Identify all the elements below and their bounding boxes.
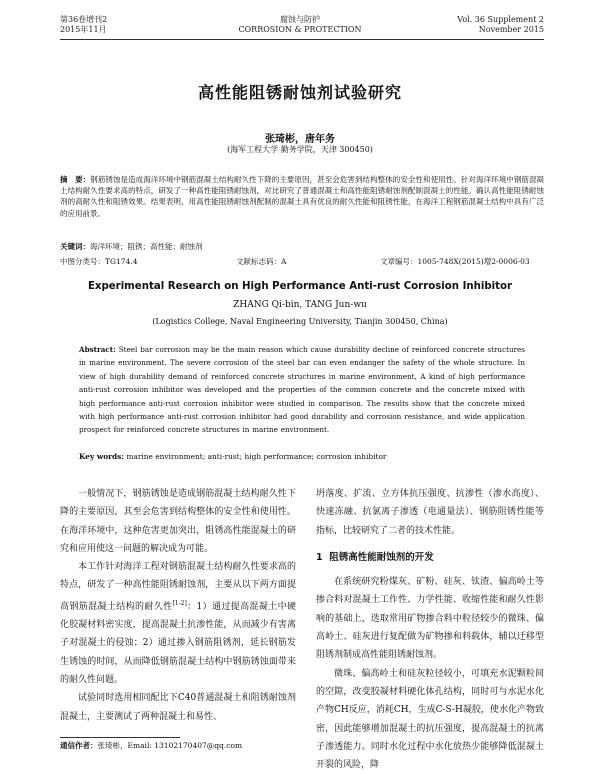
footnote-rule — [60, 737, 180, 738]
keywords-en-label: Key words: — [79, 452, 125, 461]
footnote-text: 张琦彬，Email: 13102170407@qq.com — [97, 741, 243, 750]
paper-title-cn: 高性能阻锈耐蚀剂试验研究 — [197, 83, 402, 102]
journal-name-cn: 腐蚀与防护 — [280, 15, 320, 24]
abstract-en — [79, 343, 525, 437]
section-paragraph-2: 微珠、偏高岭土和硅灰粒径较小，可填充水泥颗粒间的空隙，改变胶凝材料硬化体孔结构，同时可与水泥水化产物CH反应，消耗CH，生成C-S-H凝胶，使水化产物致密，因此能够增加混凝土的抗压强度，提高混凝土的抗离子渗透能力。同时水化过程中水化放热少能够降低混凝土开裂的风险，降 — [316, 668, 544, 771]
authors-en: ZHANG Qi-bin, TANG Jun-wu — [233, 300, 367, 310]
journal-name-en: CORROSION & PROTECTION — [238, 25, 362, 34]
footnote-label: 通信作者： — [60, 741, 98, 750]
abstract-cn-label: 摘 要： — [60, 175, 91, 184]
keywords-en-text: marine environment; anti-rust; high performance; corrosion inhibitor — [126, 452, 387, 461]
body-paragraph-2 — [60, 558, 296, 689]
volume-issue: 第36卷增刊2 — [60, 15, 108, 24]
citation-ref: [1-2] — [172, 599, 187, 607]
abstract-cn-text: 钢筋锈蚀是造成海洋环境中钢筋混凝土结构耐久性下降的主要原因，甚至会危害到结构整体的安全性和使用性。针对海洋环境中钢筋混凝土结构耐久性要求高的特点，研发了一种高性能阻锈耐蚀剂，对比研究了普通混凝土和高性能阻锈耐蚀剂配制混凝土的性能。确认高性能阻锈耐蚀剂的高耐久性和阻锈效果。结果表明，用高性能阻锈耐蚀剂配制的混凝土具有优良的耐久性能和阻锈性能，在海洋工程钢筋混凝土结构中具有广泛的应用前景。 — [60, 175, 545, 218]
keywords-cn-label: 关键词： — [60, 242, 90, 251]
footnote — [60, 740, 242, 751]
article-number: 文章编号：1005-748X(2015)增2-0006-03 — [380, 257, 530, 266]
abstract-en-text: Steel bar corrosion may be the main reason which cause durability decline of reinforced concrete structures in marine environment. The severe corrosion of the steel bar can even endanger the safety of the whole structure. In view of high durability demand of reinforced concrete structures in marine environment, A kind of high performance anti-rust corrosion inhibitor was developed and the properties of the common concrete and the concrete mixed with high performance anti-rust corrosion inhibitor were studied in comparison. The results show that the concrete mixed with high performance anti-rust corrosion inhibitor had good durability and corrosion resistance, and wide application prospect for reinforced concrete structures in marine environment. — [79, 345, 525, 435]
body-paragraph-2-text: 本工作针对海洋工程对钢筋混凝土结构耐久性要求高的特点，研发了一种高性能阻锈耐蚀剂，主要从以下两方面提高钢筋混凝土结构的耐久性 — [60, 562, 296, 612]
body-paragraph-cont: 坍落度、扩流、立方体抗压强度、抗渗性（渗水高度）、快速冻融、抗氯离子渗透（电通量法）、钢筋阻锈性能等指标，比较研究了二者的技术性能。 — [316, 489, 544, 536]
journal-volume-en — [457, 15, 544, 35]
body-paragraph-2-cont: ：1）通过提高混凝土中硬化胶凝材料密实度，提高混凝土抗渗性能，从而减少有害离子对混凝土的侵蚀；2）通过掺入钢筋阻锈剂，延长钢筋发生锈蚀的时间，从而降低钢筋混凝土结构中钢筋锈蚀面带来的耐久性问题。 — [60, 601, 296, 685]
issue-date-en: November 2015 — [478, 25, 544, 34]
authors-cn: 张琦彬，唐年务 — [265, 134, 335, 145]
clc-number: 中图分类号：TG174.4 — [60, 257, 138, 266]
abstract-en-label: Abstract: — [79, 345, 116, 354]
keywords-cn-text: 海洋环境；阻锈；高性能；耐蚀剂 — [90, 242, 203, 251]
keywords-cn — [60, 241, 544, 252]
header-rule — [60, 39, 544, 40]
section-number: 1 — [316, 551, 323, 563]
issue-date: 2015年11月 — [60, 25, 107, 34]
body-left-column — [60, 485, 296, 735]
body-paragraph-1: 一般情况下，钢筋锈蚀是造成钢筋混凝土结构耐久性下降的主要原因，其至会危害到结构整体的安全性和使用性。在海洋环境中，这种危害更加突出，阻锈高性能混凝土的研究和应用使这一问题的解决成为可能。 — [60, 489, 296, 554]
affiliation-en: (Logistics College, Naval Engineering University, Tianjin 300450, China) — [152, 317, 448, 326]
section-heading — [316, 549, 544, 567]
body-right-column — [316, 485, 544, 771]
affiliation-cn: (海军工程大学 勤务学院，天津 300450) — [227, 145, 373, 154]
volume-supplement-en: Vol. 36 Supplement 2 — [457, 15, 544, 24]
keywords-en — [79, 452, 525, 461]
document-code: 文献标志码：A — [236, 257, 287, 266]
section-paragraph-1: 在系统研究粉煤灰、矿粉、硅灰、钛渣、偏高岭土等掺合料对混凝土工作性、力学性能、收缩性能和耐久性影响的基础上，选取常用矿物掺合料中粒径较少的微珠、偏高岭土、硅灰进行复配做为矿物掺和料载体，辅以迁移型阻锈剂制成高性能阻锈耐蚀剂。 — [316, 577, 544, 661]
section-title: 阻锈高性能耐蚀剂的开发 — [329, 551, 434, 563]
body-paragraph-3: 试验同时选用相同配比下C40普通混凝土和阻锈耐蚀剂混凝土，主要测试了两种混凝土和易性、 — [60, 693, 296, 722]
abstract-cn — [60, 174, 544, 219]
paper-title-en: Experimental Research on High Performance Anti-rust Corrosion Inhibitor — [87, 281, 513, 292]
